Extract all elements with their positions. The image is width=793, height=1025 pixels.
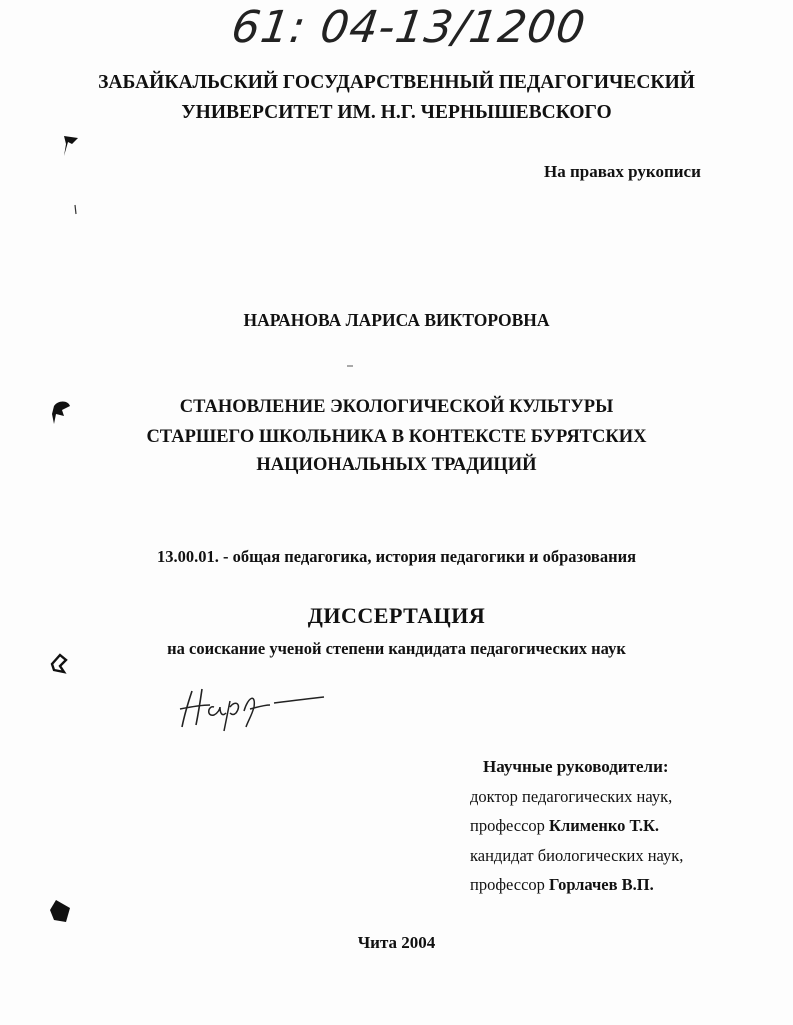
supervisors-heading: Научные руководители: <box>483 757 669 776</box>
supervisor2-line <box>470 875 654 895</box>
specialty-line <box>0 547 793 567</box>
scan-mark-1-icon <box>58 132 82 160</box>
manuscript-rights-note: На правах рукописи <box>544 162 701 181</box>
title-line1: СТАНОВЛЕНИЕ ЭКОЛОГИЧЕСКОЙ КУЛЬТУРЫ <box>179 397 614 417</box>
handwritten-catalog-code: 61: 04-13/1200 <box>228 2 590 53</box>
supervisor1-rank: профессор <box>470 816 550 835</box>
scan-mark-3-icon <box>48 652 70 678</box>
scan-dash-icon <box>346 364 354 368</box>
degree-line: на соискание ученой степени кандидата педагогических наук <box>167 639 626 658</box>
title-line2: СТАРШЕГО ШКОЛЬНИКА В КОНТЕКСТЕ БУРЯТСКИХ <box>146 427 647 447</box>
specialty-code: 13.00.01. <box>156 547 219 566</box>
scan-mark-2-icon <box>48 398 74 428</box>
scan-mark-4-icon <box>46 896 76 928</box>
supervisor2-name: Горлачев В.П. <box>549 875 654 894</box>
supervisor1-title: доктор педагогических наук, <box>470 787 673 806</box>
supervisor2-title: кандидат биологических наук, <box>470 846 684 865</box>
city-year: Чита 2004 <box>357 933 436 952</box>
author-name: НАРАНОВА ЛАРИСА ВИКТОРОВНА <box>243 310 550 330</box>
scan-speck-icon <box>72 204 78 216</box>
supervisor1-name: Клименко Т.К. <box>549 816 660 835</box>
handwritten-signature <box>178 683 328 733</box>
university-name-line1: ЗАБАЙКАЛЬСКИЙ ГОСУДАРСТВЕННЫЙ ПЕДАГОГИЧЕСКИЙ <box>98 72 695 93</box>
university-name-line2: УНИВЕРСИТЕТ ИМ. Н.Г. ЧЕРНЫШЕВСКОГО <box>181 102 612 123</box>
title-line3: НАЦИОНАЛЬНЫХ ТРАДИЦИЙ <box>256 455 537 475</box>
supervisor2-rank: профессор <box>470 875 550 894</box>
supervisor1-line <box>470 816 659 836</box>
specialty-text: - общая педагогика, история педагогики и образования <box>218 547 637 566</box>
work-type-heading: ДИССЕРТАЦИЯ <box>307 603 486 628</box>
